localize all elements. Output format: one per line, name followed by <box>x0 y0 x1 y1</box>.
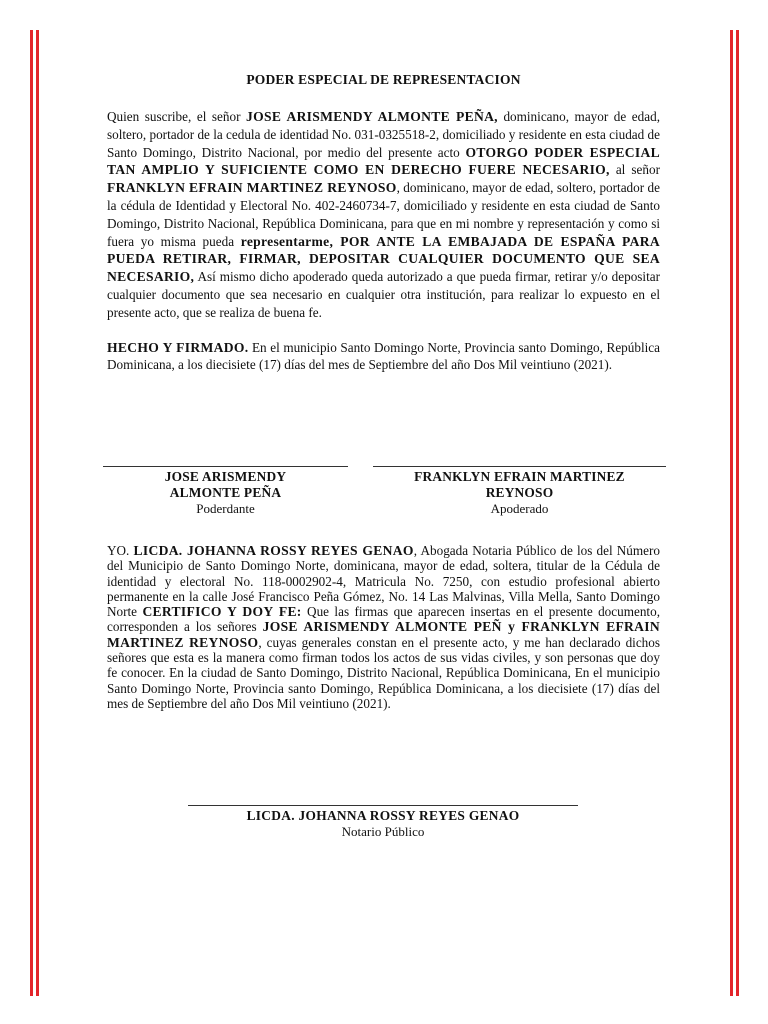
grantor-signature-block <box>103 466 348 517</box>
grant-statement: OTORGO PODER ESPECIAL TAN AMPLIO Y SUFICIENTE COMO EN DERECHO FUERE NECESARIO, <box>107 144 660 178</box>
signature-line <box>373 466 666 467</box>
left-border-line-outer <box>30 30 33 996</box>
grantor-signature-name-line1: JOSE ARISMENDY <box>164 469 287 484</box>
notary-certification <box>107 543 660 711</box>
signers-names: JOSE ARISMENDY ALMONTE PEÑ y FRANKLYN EFRAIN MARTINEZ REYNOSO <box>107 619 660 650</box>
signed-heading: HECHO Y FIRMADO. <box>107 339 249 355</box>
signature-line <box>188 805 578 806</box>
left-border-line-inner <box>36 30 39 996</box>
right-border-line-inner <box>730 30 733 996</box>
attorney-signature-name-line2: REYNOSO <box>485 485 554 500</box>
attorney-signature-block <box>373 466 666 517</box>
signed-statement-paragraph: HECHO Y FIRMADO. En el municipio Santo Domingo Norte, Provincia santo Domingo, República Dominicana, a los diecisiete (17) días del mes de Septiembre del año Dos Mil veintiuno (2021). <box>107 339 660 373</box>
representation-scope: representarme, POR ANTE LA EMBAJADA DE ESPAÑA PARA PUEDA RETIRAR, FIRMAR, DEPOSITAR CUALQUIER DOCUMENTO QUE SEA NECESARIO, <box>107 233 660 285</box>
signature-row <box>103 466 666 526</box>
attorney-name: FRANKLYN EFRAIN MARTINEZ REYNOSO <box>107 180 397 196</box>
power-of-attorney-paragraph: Quien suscribe, el señor JOSE ARISMENDY ALMONTE PEÑA, dominicano, mayor de edad, soltero, portador de la cedula de identidad No. 031-0325518-2, domiciliado y residente en esta ciudad de Santo Domingo, Distrito Nacional, por medio del presente acto OTORGO PODER ESPECIAL TAN AMPLIO Y SUFICIENTE COMO EN DERECHO FUERE NECESARIO, al señor FRANKLYN EFRAIN MARTINEZ REYNOSO, dominicano, mayor de edad, soltero, portador de la cédula de Identidad y Electoral No. 402-2460734-7, domiciliado y residente en esta ciudad de Santo Domingo, Distrito Nacional, República Dominicana, para que en mi nombre y representación y como si fuera yo misma pueda representarme, POR ANTE LA EMBAJADA DE ESPAÑA PARA PUEDA RETIRAR, FIRMAR, DEPOSITAR CUALQUIER DOCUMENTO QUE SEA NECESARIO, Así mismo dicho apoderado queda autorizado a que pueda firmar, retirar y/o depositar cualquier documento que sea necesario en cualquier otra institución, para realizar lo expuesto en el presente acto, que se realiza de buena fe. <box>107 109 660 320</box>
grantor-name: JOSE ARISMENDY ALMONTE PEÑA, <box>246 109 498 124</box>
document-body <box>107 72 660 374</box>
grantor-role: Poderdante <box>196 501 255 516</box>
signature-line <box>103 466 348 467</box>
attorney-signature-name-line1: FRANKLYN EFRAIN MARTINEZ <box>414 469 625 484</box>
attorney-role: Apoderado <box>490 501 549 516</box>
grantor-signature-name-line2: ALMONTE PEÑA <box>169 485 282 500</box>
notary-signature-block <box>188 805 578 840</box>
right-border-line-outer <box>736 30 739 996</box>
notary-paragraph: YO. LICDA. JOHANNA ROSSY REYES GENAO, Abogada Notaria Público de los del Número del Municipio de Santo Domingo Norte, dominicana, mayor de edad, soltera, titular de la Cédula de identidad y electoral No. 118-0002902-4, Matricula No. 7250, con estudio profesional abierto permanente en la calle José Francisco Peña Gómez, No. 14 Las Malvinas, Villa Mella, Santo Domingo Norte CERTIFICO Y DOY FE: Que las firmas que aparecen insertas en el presente documento, corresponden a los señores JOSE ARISMENDY ALMONTE PEÑ y FRANKLYN EFRAIN MARTINEZ REYNOSO, cuyas generales constan en el presente acto, y me han declarado dichos señores que esta es la manera como firman todos los actos de sus vidas civiles, y son personas que doy fe conocer. En la ciudad de Santo Domingo, Distrito Nacional, República Dominicana, En el municipio Santo Domingo Norte, Provincia santo Domingo, República Dominicana, a los diecisiete (17) días del mes de Septiembre del año Dos Mil veintiuno (2021). <box>107 543 660 711</box>
certification-heading: CERTIFICO Y DOY FE: <box>142 604 302 620</box>
document-title: PODER ESPECIAL DE REPRESENTACION <box>246 72 521 87</box>
notary-role: Notario Público <box>341 824 425 839</box>
notary-name: LICDA. JOHANNA ROSSY REYES GENAO <box>133 543 414 558</box>
notary-signature-name: LICDA. JOHANNA ROSSY REYES GENAO <box>246 808 520 823</box>
